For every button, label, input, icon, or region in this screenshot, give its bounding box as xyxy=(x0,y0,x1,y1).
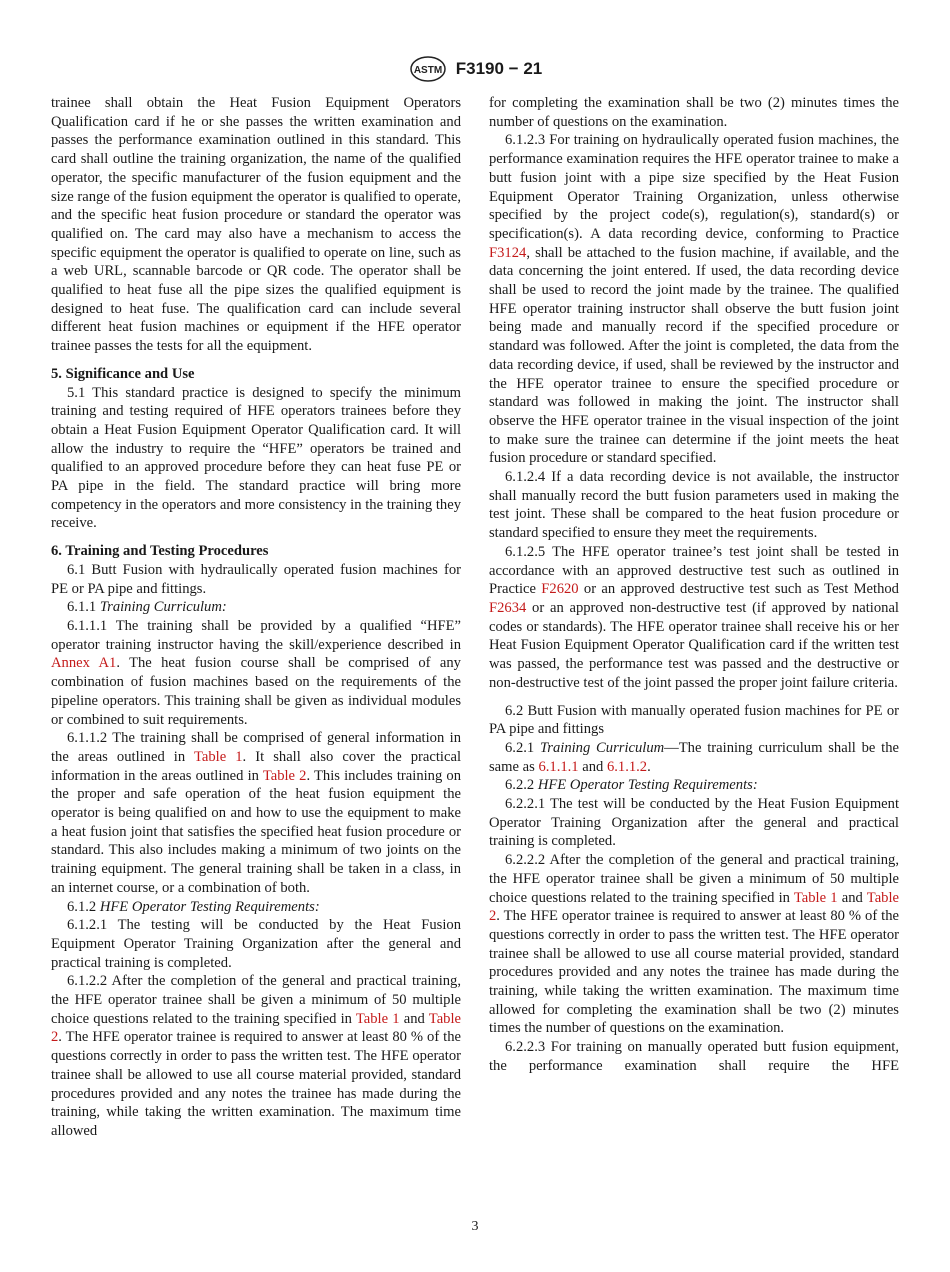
paragraph xyxy=(489,131,899,468)
text: 5.1 This standard practice is designed to specify the minimum training and testing required of HFE operators trainees before they obtain a Heat Fusion Equipment Operator Qualification card. It will allow the industry to require the “HFE” operators be trained and qualified to an approved procedure before they can heat fuse PE or PA pipe in the field. The standard practice will bring more competency in the operators and more consistency in the training they receive. xyxy=(51,384,461,532)
paragraph xyxy=(489,702,899,739)
text: . It shall also cover the practical information in the areas outlined in xyxy=(51,748,461,784)
section-heading xyxy=(51,542,461,561)
text: 6. Training and Testing Procedures xyxy=(51,543,269,560)
italic-text: Training Curriculum xyxy=(539,739,665,756)
paragraph xyxy=(51,916,461,972)
text: 6.2.2.3 For training on manually operated butt fusion equipment, the performance examination shall require the HFE xyxy=(489,1039,899,1074)
left-column xyxy=(51,94,461,1141)
text: 6.1.2.1 The testing will be conducted by the Heat Fusion Equipment Operator Training Organization after the general and practical training is completed. xyxy=(51,917,461,971)
cross-reference-link[interactable]: Table 1 xyxy=(355,1010,400,1027)
text: or an approved non-destructive test (if approved by national codes or standards). The HFE operator trainee shall receive his or her Heat Fusion Equipment Operator Qualification card if the written test was passed, the performance test was passed and the destructive or non-destructive test of the joint passed the proper joint failure criteria. xyxy=(489,599,899,691)
text: 6.2.1 xyxy=(505,739,540,756)
paragraph xyxy=(489,851,899,1038)
text: . xyxy=(647,758,651,775)
paragraph xyxy=(489,1038,899,1075)
paragraph xyxy=(51,384,461,534)
paragraph xyxy=(489,739,899,776)
text: 6.1.2.5 The HFE operator trainee’s test joint shall be tested in accordance with an approved destructive test such as outlined in Practice xyxy=(489,543,899,598)
text: 6.1.2.3 For training on hydraulically operated fusion machines, the performance examination requires the HFE operator trainee to make a butt fusion joint with a pipe size specified by the Heat Fusion Equipment Operator Training Organization, unless otherwise specified by the project code(s), regulation(s), standard(s) or specification(s). A data recording device, conforming to Practice xyxy=(489,132,899,242)
cross-reference-link[interactable]: Table 2 xyxy=(51,1010,461,1046)
text: 6.2.2.2 After the completion of the general and practical training, the HFE operator trainee shall be given a minimum of 50 multiple choice questions related to the training specified in xyxy=(489,852,899,906)
cross-reference-link[interactable]: F2620 xyxy=(541,581,579,598)
text: 6.1.1 xyxy=(67,599,100,616)
right-column xyxy=(489,94,899,1076)
cross-reference-link[interactable]: F3124 xyxy=(489,244,527,261)
astm-logo-icon xyxy=(408,55,448,83)
paragraph xyxy=(489,776,899,795)
paragraph xyxy=(51,898,461,917)
cross-reference-link[interactable]: F2634 xyxy=(489,599,527,616)
page-number: 3 xyxy=(471,1219,479,1234)
paragraph xyxy=(51,561,461,598)
document-designation: F3190 − 21 xyxy=(455,59,543,78)
paragraph xyxy=(51,617,461,729)
text: 6.2 Butt Fusion with manually operated fusion machines for PE or PA pipe and fittings xyxy=(489,702,899,738)
cross-reference-link[interactable]: 6.1.1.2 xyxy=(606,758,648,775)
paragraph xyxy=(489,468,899,543)
cross-reference-link[interactable]: Table 1 xyxy=(793,889,838,906)
text: or an approved destructive test such as Test Method xyxy=(578,581,899,598)
text: . This includes training on the proper and safe operation of the heat fusion equipment the operator is being qualified on and how to use the equipment to make a heat fusion joint that satisfies the specified heat fusion procedure or standard. This also includes making a minimum of two joints on the training equipment. The general training shall be taken in a class, in an internet course, or a combination of both. xyxy=(51,767,462,896)
text: , shall be attached to the fusion machine, if available, and the data concerning the joint entered. If used, the data recording device shall be used to record the joint made by the trainee. The qualified HFE operator training instructor shall observe the butt fusion joint being made and manually record if the specified procedure or standard was followed. After the joint is completed, the data from the data recording device, if used, shall be reviewed by the instructor and the HFE operator trainee to ensure the specified procedure or standard was followed in making the joint. The instructor shall observe the HFE operator trainee in the visual inspection of the joint to make sure the trainee can determine if the joint meets the heat fusion procedure or standard specified. xyxy=(489,244,899,467)
paragraph xyxy=(51,972,461,1140)
paragraph xyxy=(51,598,461,617)
paragraph xyxy=(489,543,899,693)
text: . The HFE operator trainee is required to answer at least 80 % of the questions correctly in order to pass the written test. The HFE operator trainee shall be allowed to use all course material provided, standard procedures provided and any notes the trainee has made during the training, while taking the written examination. The maximum time allowed xyxy=(51,1029,461,1139)
text: 6.1 Butt Fusion with hydraulically operated fusion machines for PE or PA pipe and fittings. xyxy=(51,561,461,597)
paragraph xyxy=(489,795,899,851)
text: . The HFE operator trainee is required to answer at least 80 % of the questions correctly in order to pass the written test. The HFE operator trainee shall be allowed to use all course material provided, standard procedures provided and any notes the trainee has made during the training, while taking the written examination. The maximum time allowed for completing the examination shall be two (2) minutes times the number of questions on the examination. xyxy=(489,908,899,1037)
text: 6.2.2.1 The test will be conducted by the Heat Fusion Equipment Operator Training Organization after the general and practical training is completed. xyxy=(489,796,899,850)
section-heading xyxy=(51,365,461,384)
cross-reference-link[interactable]: 6.1.1.1 xyxy=(538,758,579,775)
text: 5. Significance and Use xyxy=(51,365,195,382)
text: 6.1.2.4 If a data recording device is not available, the instructor shall manually record the butt fusion parameters used in making the test joint. These shall be compared to the heat fusion procedure or standard specified to ensure they meet the requirements. xyxy=(489,469,899,542)
italic-text: HFE Operator Testing Requirements: xyxy=(99,898,320,915)
text: and xyxy=(837,889,867,906)
italic-text: HFE Operator Testing Requirements: xyxy=(537,777,758,794)
cross-reference-link[interactable]: Table 2 xyxy=(262,767,307,784)
cross-reference-link[interactable]: Table 1 xyxy=(193,748,243,765)
paragraph xyxy=(51,94,461,356)
paragraph xyxy=(489,94,899,131)
text: for completing the examination shall be two (2) minutes times the number of questions on the examination. xyxy=(489,95,899,130)
text: . The heat fusion course shall be comprised of any combination of fusion machines based on the requirements of the pipeline operators. This training shall be given as individual modules or combined to suit requirements. xyxy=(51,655,461,728)
paragraph xyxy=(51,729,461,897)
text: —The training curriculum shall be the same as xyxy=(489,739,899,775)
svg-text:ASTM: ASTM xyxy=(413,65,442,76)
page-header xyxy=(0,55,950,83)
text: 6.1.1.2 The training shall be comprised of general information in the areas outlined in xyxy=(51,730,461,765)
text: 6.2.2 xyxy=(505,777,538,794)
italic-text: Training Curriculum: xyxy=(99,599,227,616)
text: 6.1.2 xyxy=(67,898,100,915)
text: and xyxy=(399,1010,429,1027)
text: 6.1.1.1 The training shall be provided by a qualified “HFE” operator training instructor having the skill/experience described in xyxy=(51,617,461,653)
cross-reference-link[interactable]: Table 2 xyxy=(489,889,899,925)
cross-reference-link[interactable]: Annex A1 xyxy=(51,655,117,672)
text: 6.1.2.2 After the completion of the general and practical training, the HFE operator trainee shall be given a minimum of 50 multiple choice questions related to the training specified in xyxy=(51,973,461,1027)
text: and xyxy=(578,758,607,775)
text: trainee shall obtain the Heat Fusion Equipment Operators Qualification card if he or she passes the written examination and passes the performance examination outlined in this standard. This card shall outline the training organization, the name of the qualified operator, the specific manufacturer of the fusion equipment and the size range of the fusion equipment the operator is qualified to operate, and the specific heat fusion procedure or standard the operator was qualified on. The card may also have a mechanism to access the specific equipment the operator is qualified to operate on line, such as a web URL, scannable barcode or QR code. The operator shall be qualified to heat fuse all the pipe sizes the qualified equipment is designed to heat fuse. The qualification card can include several different heat fusion machines or equipment if the HFE operator trainee passes the tests for all the equipment. xyxy=(51,95,461,355)
